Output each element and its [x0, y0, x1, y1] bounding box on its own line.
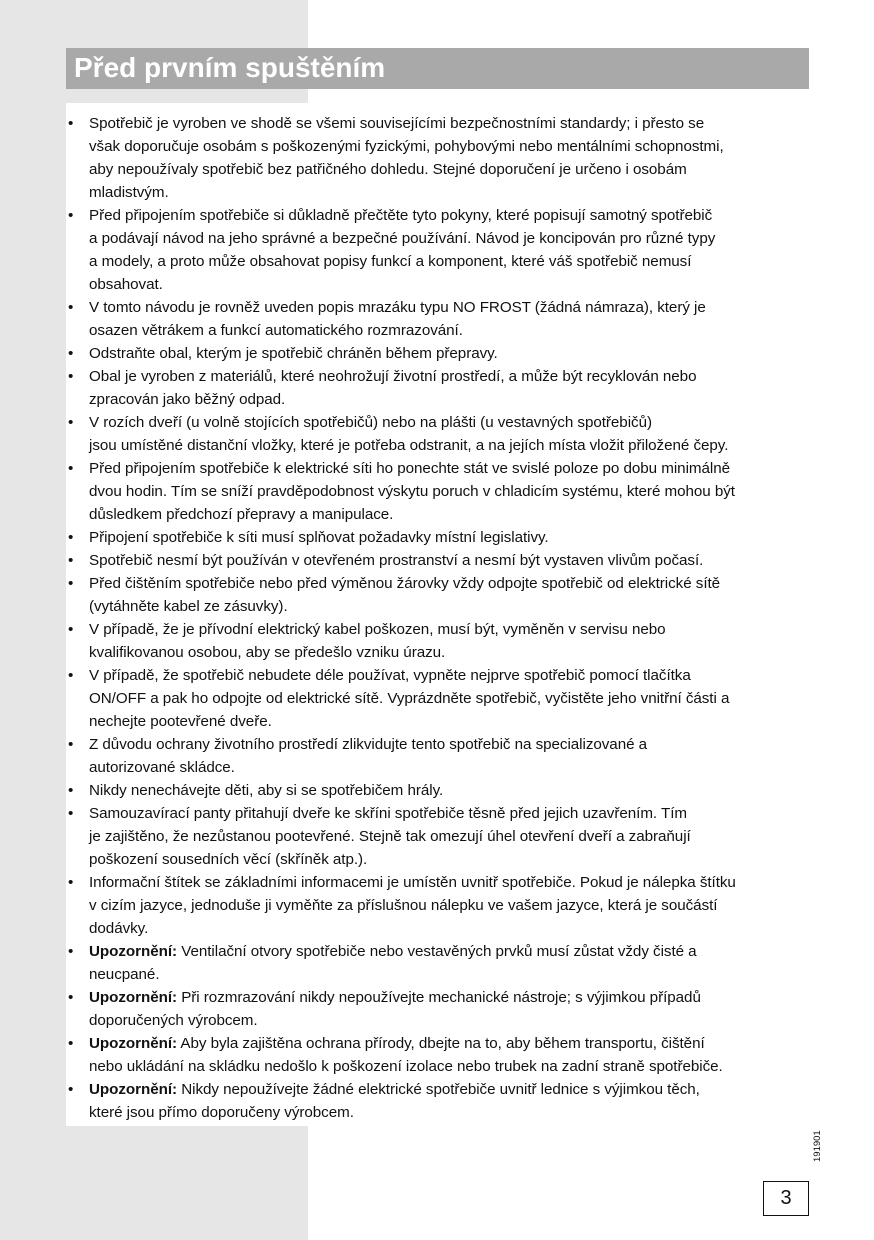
bullet-icon: • — [68, 529, 74, 546]
warning-label: Upozornění: — [89, 1081, 178, 1098]
document-code-text: 191901 — [812, 1130, 823, 1162]
bullet-icon: • — [68, 460, 74, 477]
list-item-line: doporučených výrobcem. — [89, 1012, 258, 1029]
list-item-line: ON/OFF a pak ho odpojte od elektrické sítě. Vyprázdněte spotřebič, vyčistěte jeho vnitřní části a — [89, 690, 730, 707]
instruction-list — [66, 103, 809, 1124]
list-item-line: které jsou přímo doporučeny výrobcem. — [89, 1104, 354, 1121]
warning-label: Upozornění: — [89, 1035, 178, 1052]
list-item-line: Z důvodu ochrany životního prostředí zlikvidujte tento spotřebič na specializované a — [89, 736, 648, 753]
list-item — [66, 526, 809, 549]
bullet-icon: • — [68, 874, 74, 891]
list-item-line: Obal je vyroben z materiálů, které neohrožují životní prostředí, a může být recyklován nebo — [89, 368, 697, 385]
list-item-line: neucpané. — [89, 966, 160, 983]
bullet-icon: • — [68, 115, 74, 132]
list-item-line: Informační štítek se základními informacemi je umístěn uvnitř spotřebiče. Pokud je nálepka štítku — [89, 874, 736, 891]
page-number-box — [763, 1181, 809, 1216]
bullet-icon: • — [68, 736, 74, 753]
list-item-line — [89, 1032, 809, 1055]
warning-label: Upozornění: — [89, 989, 178, 1006]
warning-list-item — [66, 1032, 809, 1078]
section-heading-bar — [66, 48, 809, 89]
list-item-line: důsledkem předchozí přepravy a manipulace. — [89, 506, 394, 523]
bullet-icon: • — [68, 299, 74, 316]
list-item-line: jsou umístěné distanční vložky, které je potřeba odstranit, a na jejích místa vložit přiložené čepy. — [89, 437, 729, 454]
list-item-line: Připojení spotřebiče k síti musí splňovat požadavky místní legislativy. — [89, 529, 549, 546]
list-item-line: v cizím jazyce, jednoduše ji vyměňte za příslušnou nálepku ve vašem jazyce, která je součástí — [89, 897, 718, 914]
bullet-icon: • — [68, 989, 74, 1006]
list-item-line: Před připojením spotřebiče k elektrické síti ho ponechte stát ve svislé poloze po dobu minimálně — [89, 460, 731, 477]
bullet-icon: • — [68, 207, 74, 224]
document-code — [812, 1128, 824, 1162]
list-item-line: obsahovat. — [89, 276, 163, 293]
page-title: Před prvním spuštěním — [74, 52, 386, 83]
list-item-line: zpracován jako běžný odpad. — [89, 391, 286, 408]
list-item-line — [89, 986, 809, 1009]
bullet-icon: • — [68, 621, 74, 638]
list-item-line: Nikdy nenechávejte děti, aby si se spotřebičem hrály. — [89, 782, 444, 799]
list-item — [66, 549, 809, 572]
list-item — [66, 664, 809, 733]
list-item-line: však doporučuje osobám s poškozenými fyzickými, pohybovými nebo mentálními schopnostmi, — [89, 138, 724, 155]
bullet-icon: • — [68, 368, 74, 385]
warning-list-item — [66, 1078, 809, 1124]
list-item-line: mladistvým. — [89, 184, 169, 201]
bullet-icon: • — [68, 414, 74, 431]
warning-text: Ventilační otvory spotřebiče nebo vestavěných prvků musí zůstat vždy čisté a — [177, 943, 697, 960]
list-item — [66, 296, 809, 342]
list-item-line: V případě, že je přívodní elektrický kabel poškozen, musí být, vyměněn v servisu nebo — [89, 621, 666, 638]
list-item-line: (vytáhněte kabel ze zásuvky). — [89, 598, 288, 615]
list-item-line — [89, 1078, 809, 1101]
list-item — [66, 411, 809, 457]
list-item-line: aby nepoužívaly spotřebič bez patřičného dohledu. Stejné doporučení je určeno i osobám — [89, 161, 687, 178]
list-item-line: V rozích dveří (u volně stojících spotřebičů) nebo na plášti (u vestavných spotřebičů) — [89, 414, 652, 431]
list-item — [66, 871, 809, 940]
list-item — [66, 733, 809, 779]
list-item — [66, 802, 809, 871]
bullet-icon: • — [68, 345, 74, 362]
list-item-line: V případě, že spotřebič nebudete déle používat, vypněte nejprve spotřebič pomocí tlačítka — [89, 667, 691, 684]
list-item-line: nechejte pootevřené dveře. — [89, 713, 272, 730]
warning-text: Při rozmrazování nikdy nepoužívejte mechanické nástroje; s výjimkou případů — [177, 989, 701, 1006]
list-item-line: V tomto návodu je rovněž uveden popis mrazáku typu NO FROST (žádná námraza), který je — [89, 299, 706, 316]
list-item-line: Spotřebič nesmí být používán v otevřeném prostranství a nesmí být vystaven vlivům počasí. — [89, 552, 704, 569]
bullet-icon: • — [68, 667, 74, 684]
warning-label: Upozornění: — [89, 943, 178, 960]
list-item-line: dodávky. — [89, 920, 149, 937]
content-panel — [66, 103, 809, 1126]
list-item — [66, 779, 809, 802]
list-item-line: Samouzavírací panty přitahují dveře ke skříni spotřebiče těsně před jejich uzavřením. Tím — [89, 805, 687, 822]
list-item-line: kvalifikovanou osobou, aby se předešlo vzniku úrazu. — [89, 644, 446, 661]
list-item-line: Odstraňte obal, kterým je spotřebič chráněn během přepravy. — [89, 345, 498, 362]
list-item — [66, 365, 809, 411]
list-item-line: osazen větrákem a funkcí automatického rozmrazování. — [89, 322, 463, 339]
bullet-icon: • — [68, 782, 74, 799]
list-item-line: poškození sousedních věcí (skříněk atp.). — [89, 851, 368, 868]
list-item — [66, 112, 809, 204]
warning-list-item — [66, 940, 809, 986]
list-item — [66, 342, 809, 365]
list-item — [66, 457, 809, 526]
list-item — [66, 204, 809, 296]
list-item-line: Před čištěním spotřebiče nebo před výměnou žárovky vždy odpojte spotřebič od elektrické sítě — [89, 575, 721, 592]
bullet-icon: • — [68, 575, 74, 592]
list-item-line — [89, 940, 809, 963]
bullet-icon: • — [68, 1035, 74, 1052]
bullet-icon: • — [68, 805, 74, 822]
bullet-icon: • — [68, 943, 74, 960]
list-item-line: je zajištěno, že nezůstanou pootevřené. Stejně tak omezují úhel otevření dveří a zabraňují — [89, 828, 691, 845]
bullet-icon: • — [68, 552, 74, 569]
list-item-line: nebo ukládání na skládku nedošlo k poškození izolace nebo trubek na zadní straně spotřebiče. — [89, 1058, 723, 1075]
warning-text: Aby byla zajištěna ochrana přírody, dbejte na to, aby během transportu, čištění — [177, 1035, 705, 1052]
list-item-line: autorizované skládce. — [89, 759, 235, 776]
page-number: 3 — [780, 1187, 792, 1209]
list-item-line: Spotřebič je vyroben ve shodě se všemi souvisejícími bezpečnostními standardy; i přesto se — [89, 115, 705, 132]
bullet-icon: • — [68, 1081, 74, 1098]
list-item-line: Před připojením spotřebiče si důkladně přečtěte tyto pokyny, které popisují samotný spotřebič — [89, 207, 713, 224]
list-item-line: dvou hodin. Tím se sníží pravděpodobnost výskytu poruch v chladicím systému, které mohou být — [89, 483, 735, 500]
warning-text: Nikdy nepoužívejte žádné elektrické spotřebiče uvnitř lednice s výjimkou těch, — [177, 1081, 700, 1098]
warning-list-item — [66, 986, 809, 1032]
list-item-line: a podávají návod na jeho správné a bezpečné používání. Návod je koncipován pro různé typy — [89, 230, 716, 247]
list-item — [66, 618, 809, 664]
list-item — [66, 572, 809, 618]
list-item-line: a modely, a proto může obsahovat popisy funkcí a komponent, které váš spotřebič nemusí — [89, 253, 692, 270]
